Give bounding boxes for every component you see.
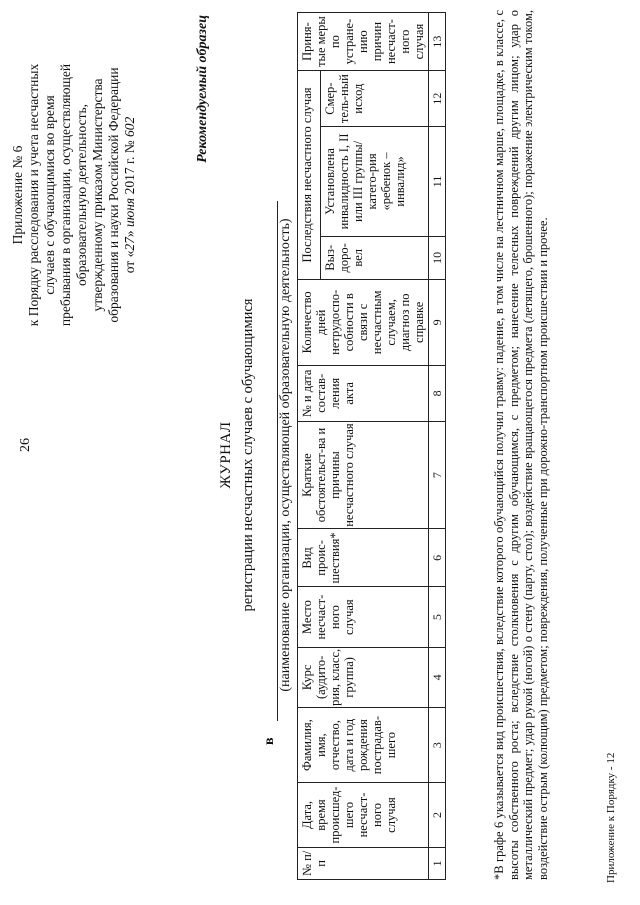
col-number: 6 [429,529,446,587]
col-number: 12 [429,71,446,127]
appendix-date [122,5,138,385]
org-line [262,185,278,745]
col-header: Количество дней нетрудоспо-собности в связи с несчастным случаем, диагноз по справке [298,279,429,365]
group-header: Последствия несчастного случая [298,71,321,280]
col-header: Вид проис-шествия* [298,529,429,587]
org-caption: (наименование организации, осуществляющей образовательную деятельность) [278,218,293,692]
header-row [298,13,321,880]
col-number: 11 [429,127,446,237]
corner-label: Приложение к Порядку - 12 [605,752,617,883]
col-header: № и дата состав-ления акта [298,365,429,421]
col-number: 2 [429,783,446,847]
date-mid: » [122,227,137,238]
appendix-block [10,5,138,385]
col-number: 3 [429,707,446,782]
col-number: 7 [429,421,446,529]
date-month: июня [122,197,137,228]
footnote: *В графе 6 указывается вид происшествия, вследствие которого обучающийся получил травму: падение, в том числе на лестничном марше, площадке, в классе, с высоты собственного роста; вследствие столкновения с другим обучающимся, с предметом; нанесение телесных повреждений другим лицом; удар о металлический предмет; удар рукой (ногой) о стену (парту, стол); воздействие вращающегося предмета (летящего, брошенного); поражение электрическим током, воздействие острым (колющим) предметом; повреждения, полученные при дорожно-транспортном происшествии и прочее. [492,10,550,880]
org-underline [263,201,278,721]
v-label: в [262,737,277,745]
col-header: Дата, время происшед-шего несчаст-ного случая [298,783,429,847]
col-number: 4 [429,647,446,707]
col-header: № п/п [298,847,429,879]
recommended-sample: Рекомендуемый образец [195,15,210,163]
col-number: 10 [429,236,446,279]
col-header: Приня-тые меры по устране-нию причин несчаст-ного случая [298,13,429,71]
appendix-line: утвержденному приказом Министерства [90,78,105,312]
date-day: 27 [122,237,137,251]
col-header: Курс (аудито-рия, класс, группа) [298,647,429,707]
column-numbers-row [429,13,446,880]
journal-subtitle: регистрации несчастных случаев с обучающимися [240,298,256,612]
col-number: 8 [429,365,446,421]
col-number: 13 [429,13,446,71]
appendix-line: пребывания в организации, осуществляющей [58,63,73,327]
col-header: Смер-тель-ный исход [321,71,429,127]
date-prefix: от « [122,250,137,274]
journal-title: ЖУРНАЛ [218,421,234,489]
appendix-line: случаев с обучающимися во время [42,95,57,295]
appendix-line: образовательную деятельность, [74,104,89,287]
date-year: 2017 г. № [122,137,137,198]
appendix-line: образования и науки Российской Федерации [106,67,121,323]
col-header: Краткие обстоятельст-ва и причины несчастного случая [298,421,429,529]
col-header: Выз-доро-вел [321,236,429,279]
appendix-line: Приложение № 6 [10,145,25,245]
appendix-line: к Порядку расследования и учета несчастных [26,63,41,327]
col-number: 9 [429,279,446,365]
col-header: Установлена инвалидность I, II или III группы/катего-рия «ребенок –инвалид» [321,127,429,237]
col-number: 1 [429,847,446,879]
order-number: 602 [122,116,137,137]
page-number: 26 [18,438,33,452]
col-header: Место несчаст-ного случая [298,587,429,647]
col-number: 5 [429,587,446,647]
col-header: Фамилия, имя, отчество, дата и год рождения пострадав-шего [298,707,429,782]
journal-table [297,12,446,880]
